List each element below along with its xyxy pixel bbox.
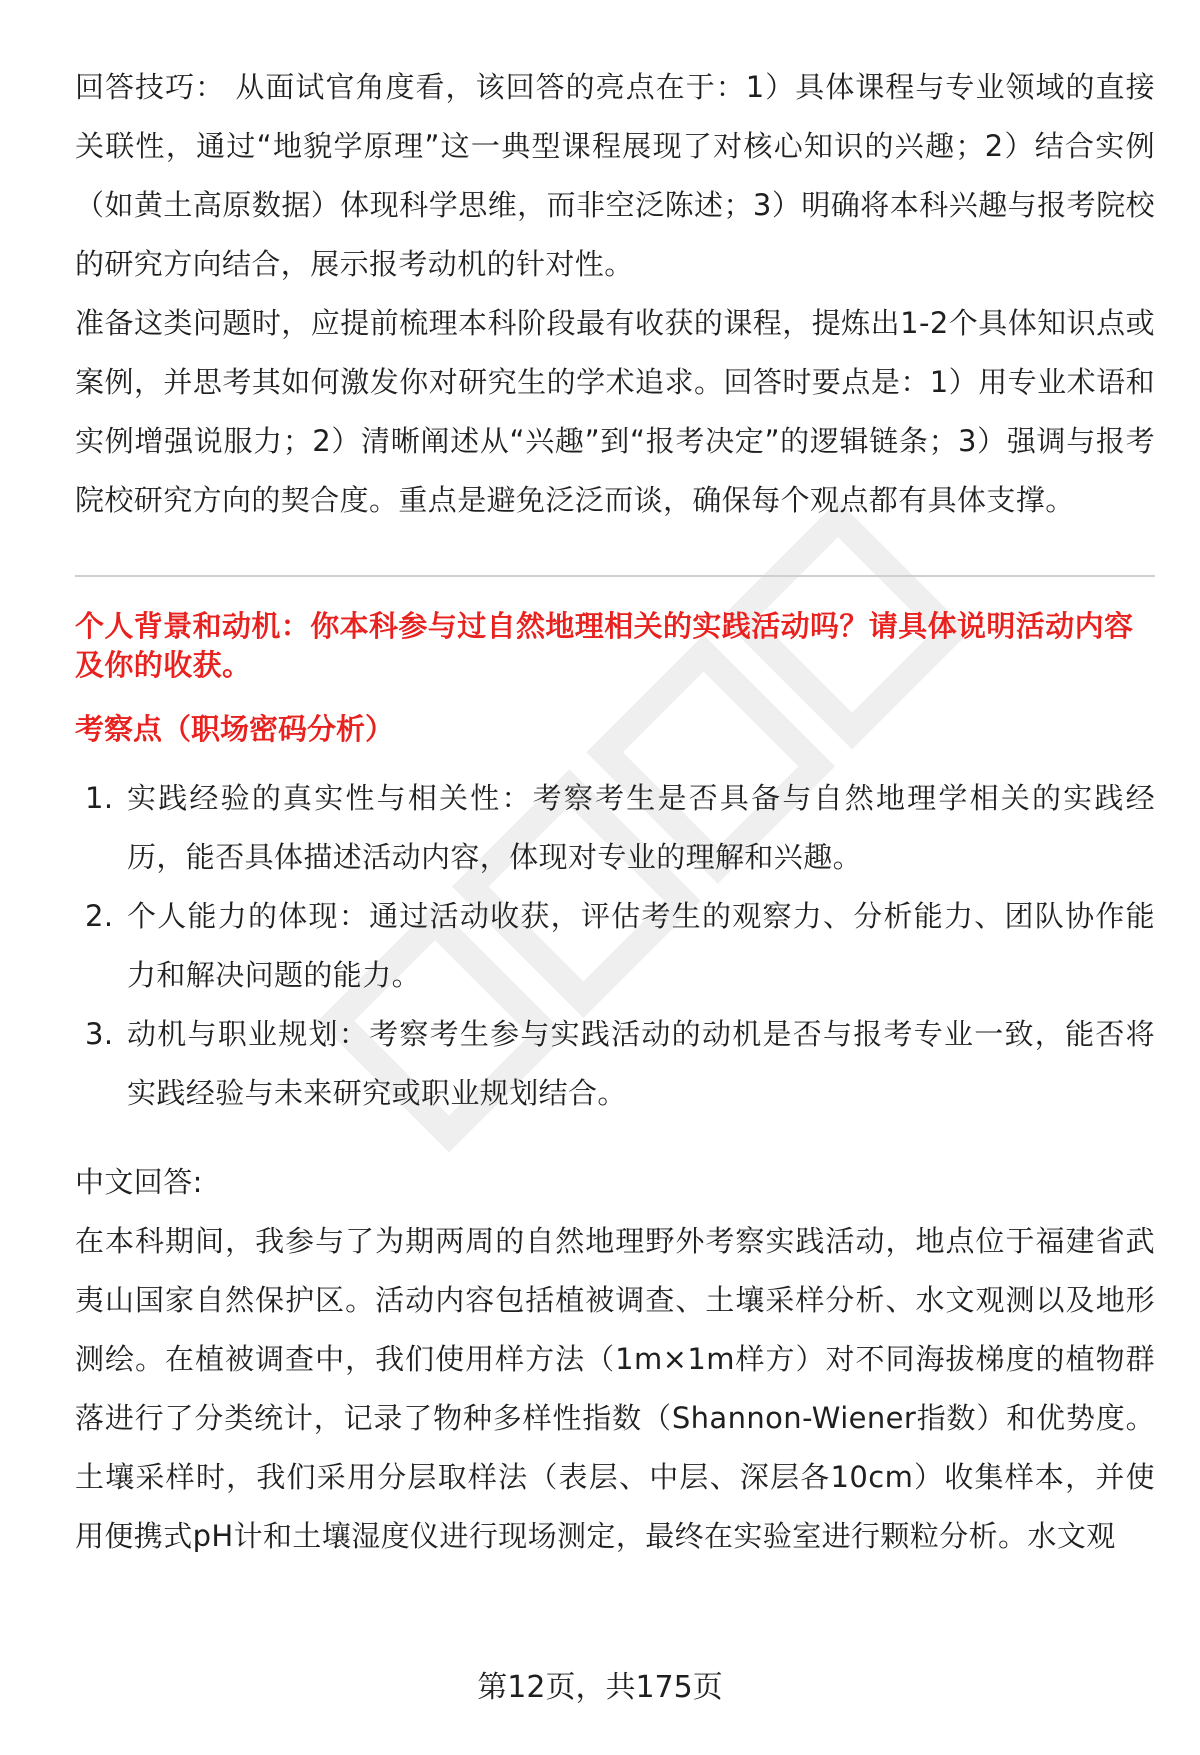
preparation-paragraph: 准备这类问题时，应提前梳理本科阶段最有收获的课程，提炼出1-2个具体知识点或案例，并思考其如何激发你对研究生的学术追求。回答时要点是：1）用专业术语和实例增强说服力；2）清晰阐述从“兴趣”到“报考决定”的逻辑链条；3）强调与报考院校研究方向的契合度。重点是避免泛泛而谈，确保每个观点都有具体支撑。 [75, 306, 1155, 517]
assessment-subheading: 考察点（职场密码分析） [75, 712, 395, 746]
list-item-number: 3. [85, 1017, 114, 1051]
list-item-number: 2. [85, 899, 114, 933]
list-item [75, 1005, 1155, 1123]
answer-label: 中文回答: [75, 1165, 203, 1199]
assessment-points-list [75, 769, 1155, 1123]
question-heading: 个人背景和动机：你本科参与过自然地理相关的实践活动吗？请具体说明活动内容及你的收获。 [75, 609, 1134, 682]
list-item-text: 实践经验的真实性与相关性：考察考生是否具备与自然地理学相关的实践经历，能否具体描述活动内容，体现对专业的理解和兴趣。 [127, 781, 1155, 874]
document-page [75, 58, 1155, 1566]
list-item-number: 1. [85, 781, 114, 815]
list-item-text: 个人能力的体现：通过活动收获，评估考生的观察力、分析能力、团队协作能力和解决问题的能力。 [127, 899, 1155, 992]
section-divider [75, 575, 1155, 577]
list-item [75, 887, 1155, 1005]
page-number: 第12页，共175页 [477, 1670, 723, 1705]
tips-paragraph: 回答技巧： 从面试官角度看，该回答的亮点在于：1）具体课程与专业领域的直接关联性，通过“地貌学原理”这一典型课程展现了对核心知识的兴趣；2）结合实例（如黄土高原数据）体现科学思维，而非空泛陈述；3）明确将本科兴趣与报考院校的研究方向结合，展示报考动机的针对性。 [75, 70, 1155, 281]
list-item-text: 动机与职业规划：考察考生参与实践活动的动机是否与报考专业一致，能否将实践经验与未来研究或职业规划结合。 [127, 1017, 1155, 1110]
answer-paragraph: 在本科期间，我参与了为期两周的自然地理野外考察实践活动，地点位于福建省武夷山国家自然保护区。活动内容包括植被调查、土壤采样分析、水文观测以及地形测绘。在植被调查中，我们使用样方法（1m×1m样方）对不同海拔梯度的植物群落进行了分类统计，记录了物种多样性指数（Shannon-Wiener指数）和优势度。土壤采样时，我们采用分层取样法（表层、中层、深层各10cm）收集样本，并使用便携式pH计和土壤湿度仪进行现场测定，最终在实验室进行颗粒分析。水文观 [75, 1224, 1155, 1553]
list-item [75, 769, 1155, 887]
